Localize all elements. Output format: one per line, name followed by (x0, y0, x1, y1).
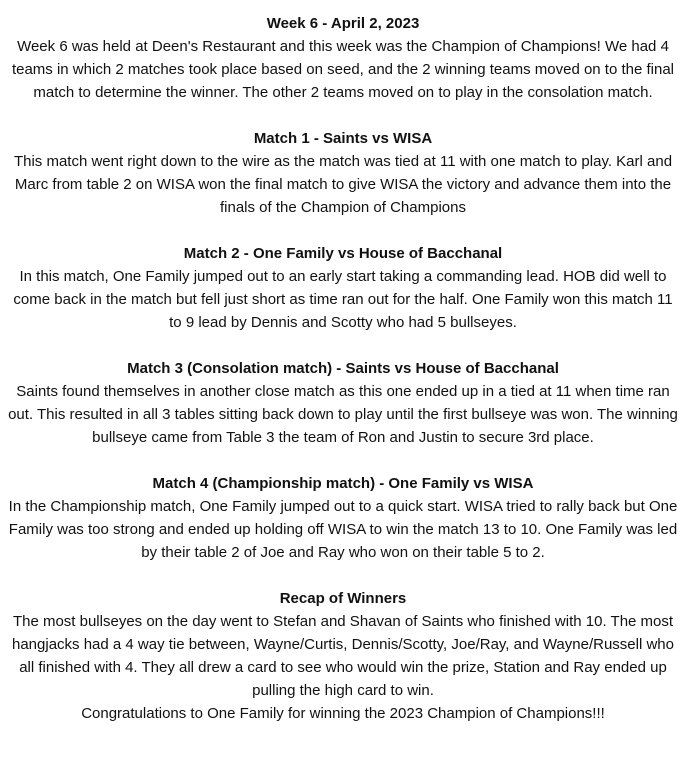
section-text: Saints found themselves in another close match as this one ended up in a tied at 11 when time ran out. This resulted in all 3 tables sitting back down to play until the first bullseye was won. The winning bullseye came from Table 3 the team of Ron and Justin to secure 3rd place. (8, 383, 678, 446)
section-heading: Match 3 (Consolation match) - Saints vs House of Bacchanal (127, 360, 559, 377)
section-heading: Week 6 - April 2, 2023 (266, 15, 420, 32)
section-text: Week 6 was held at Deen's Restaurant and this week was the Champion of Champions! We had 4 teams in which 2 matches took place based on seed, and the 2 winning teams moved on to the final match to determine the winner. The other 2 teams moved on to play in the consolation match. (11, 38, 675, 101)
section-heading: Match 1 - Saints vs WISA (253, 130, 433, 147)
section-heading: Match 2 - One Family vs House of Bacchanal (183, 245, 503, 262)
section-text: This match went right down to the wire as the match was tied at 11 with one match to play. Karl and Marc from table 2 on WISA won the final match to give WISA the victory and advance them into the finals of the Champion of Champions (13, 153, 673, 216)
section-text: The most bullseyes on the day went to Stefan and Shavan of Saints who finished with 10. The most hangjacks had a 4 way tie between, Wayne/Curtis, Dennis/Scotty, Joe/Ray, and Wayne/Russell who all finished with 4. They all drew a card to see who would win the prize, Station and Ray ended up pulling the high card to win. (12, 613, 674, 699)
section-match-3 (6, 357, 680, 449)
section-match-4 (6, 472, 680, 564)
section-match-1 (6, 127, 680, 219)
section-heading: Match 4 (Championship match) - One Family vs WISA (152, 475, 534, 492)
section-week-6 (6, 12, 680, 104)
closing-line: Congratulations to One Family for winning the 2023 Champion of Champions!!! (81, 705, 605, 722)
section-text: In the Championship match, One Family jumped out to a quick start. WISA tried to rally back but One Family was too strong and ended up holding off WISA to win the match 13 to 10. One Family was led by their table 2 of Joe and Ray who won on their table 5 to 2. (8, 498, 678, 561)
section-heading: Recap of Winners (279, 590, 407, 607)
section-text: In this match, One Family jumped out to an early start taking a commanding lead. HOB did well to come back in the match but fell just short as time ran out for the half. One Family won this match 11 to 9 lead by Dennis and Scotty who had 5 bullseyes. (13, 268, 673, 331)
section-recap (6, 587, 680, 725)
section-match-2 (6, 242, 680, 334)
